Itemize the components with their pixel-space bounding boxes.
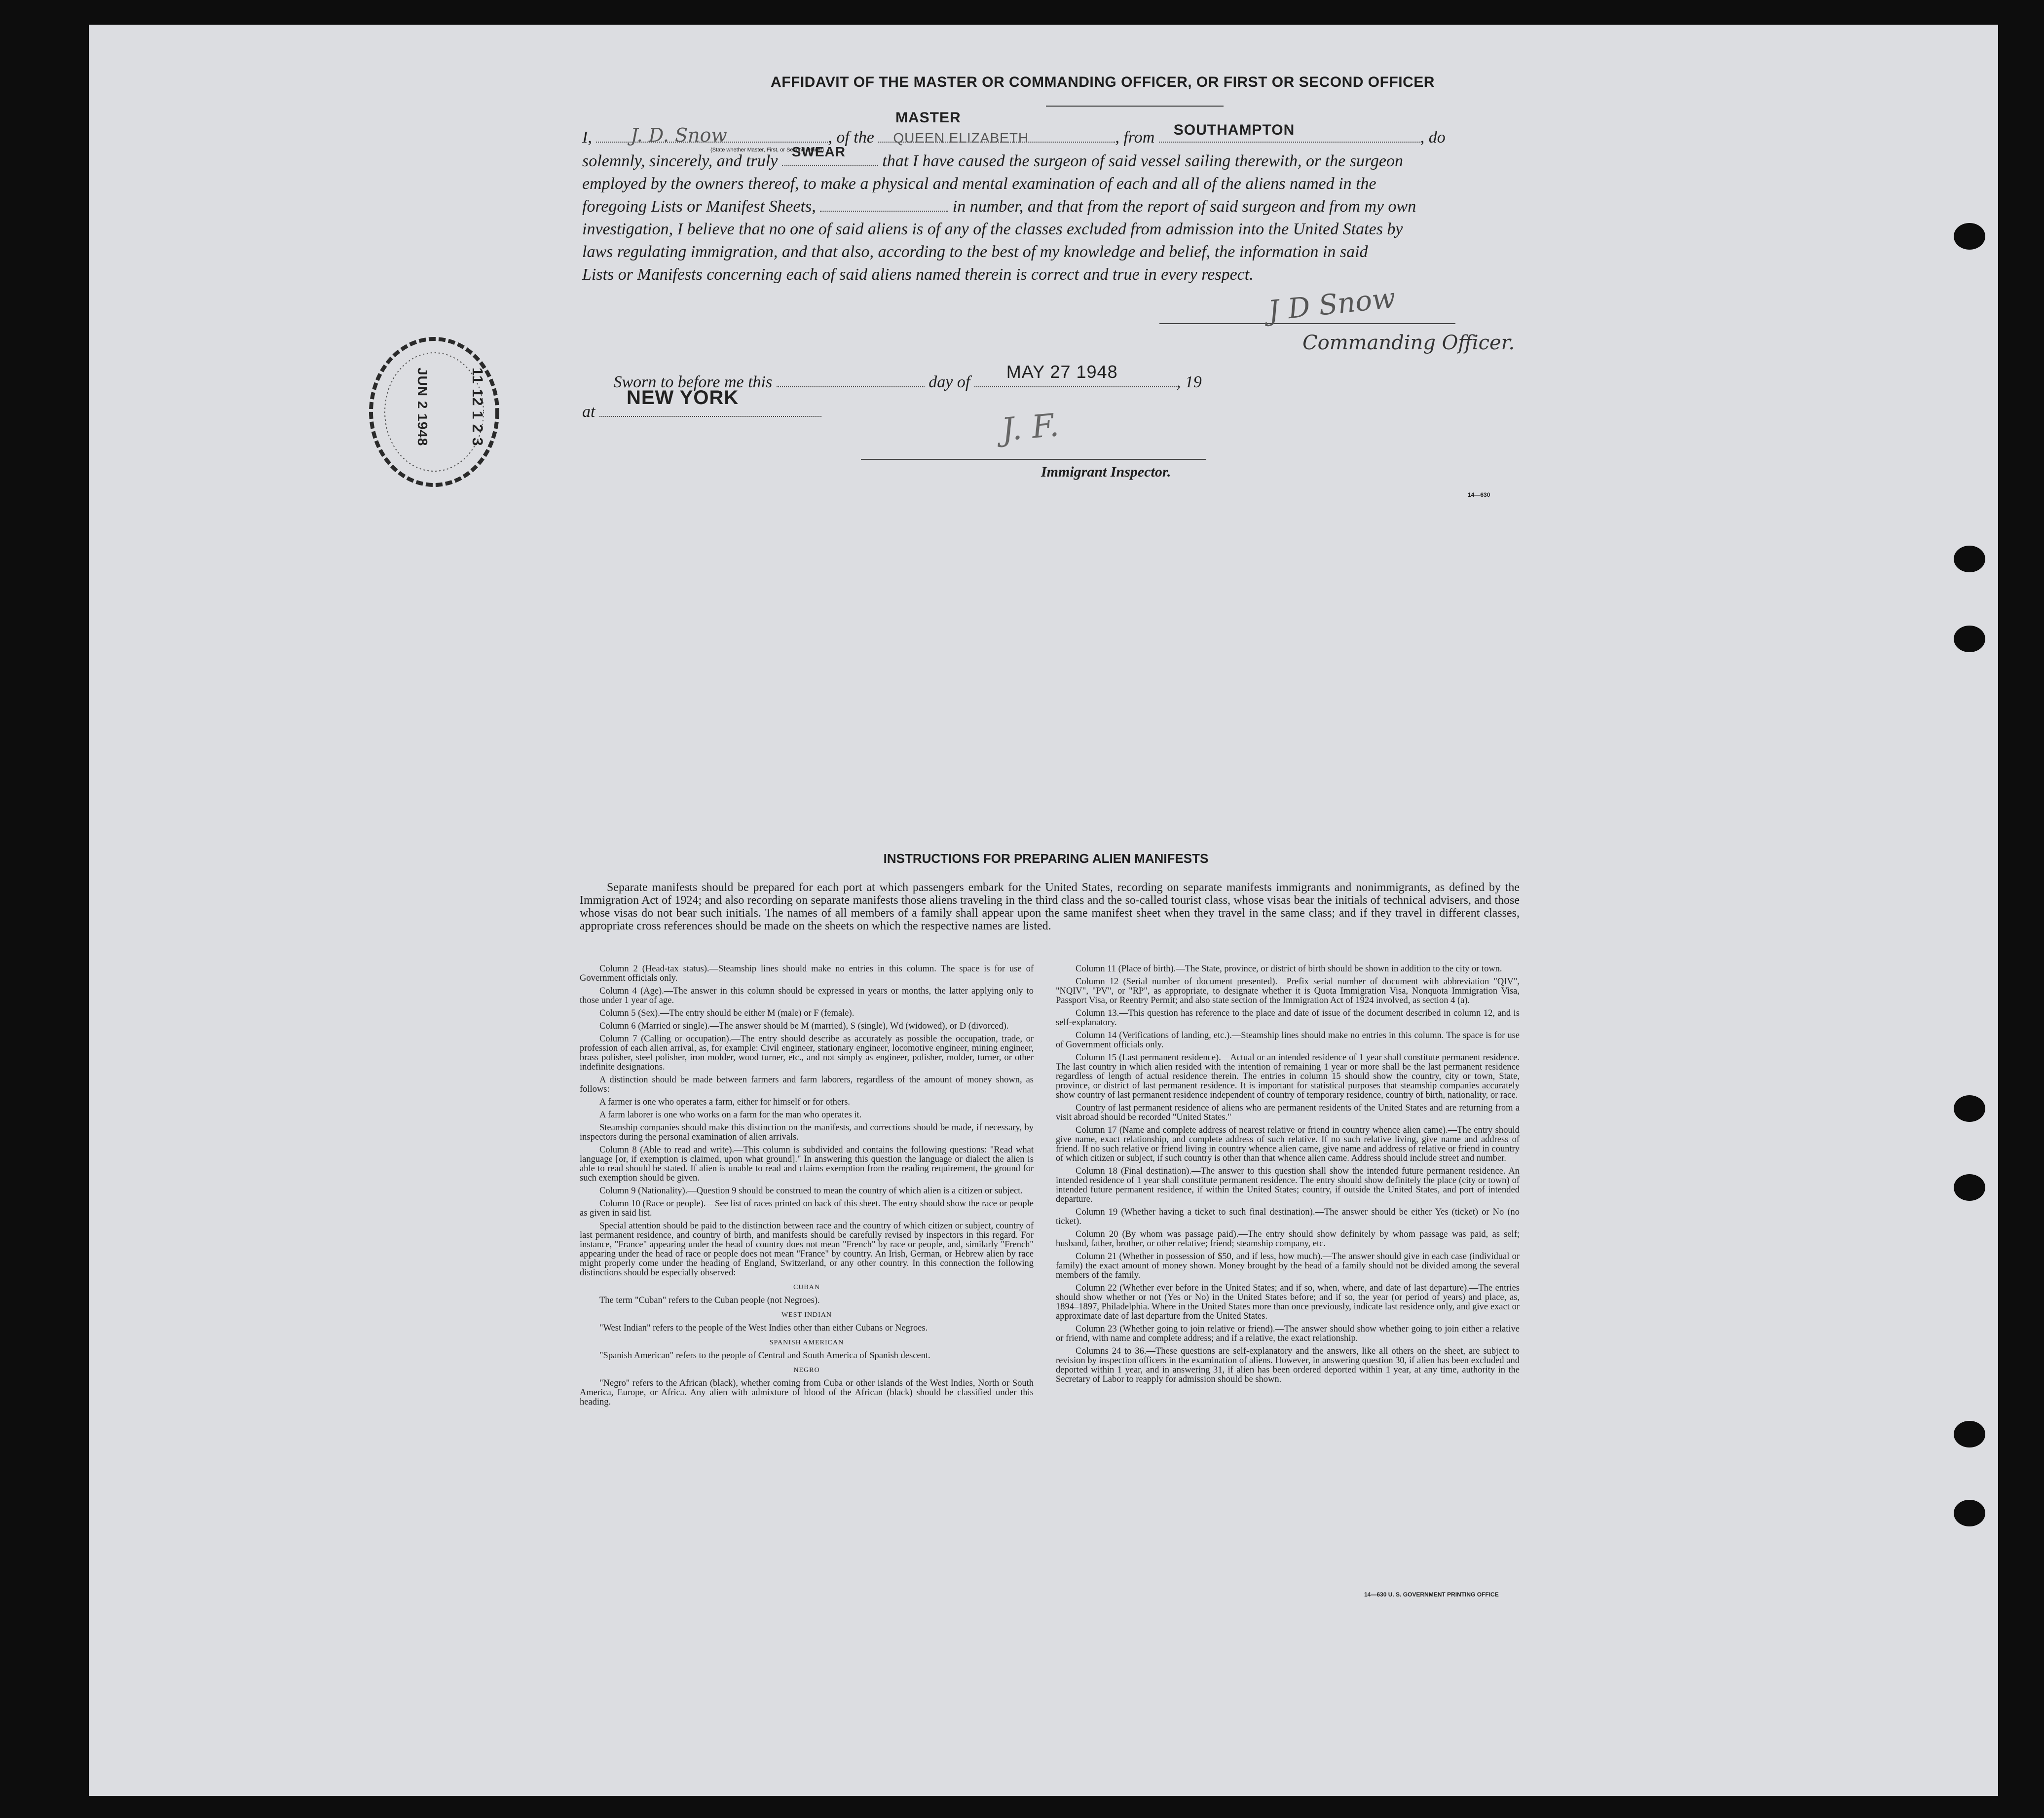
negro-definition: "Negro" refers to the African (black), whether coming from Cuba or other islands of the West Indies, North or South America, Europe, or Africa. Any alien with admixture of blood of the African (black) should be classified under this heading.	[580, 1378, 1034, 1407]
instruction-paragraph: Column 12 (Serial number of document presented).—Prefix serial number of document with abbreviation "QIV", "NQIV", "PV", or "RP", as appropriate, to designate whether it is Quota Immigration Visa, Nonquota Immigration Visa, Passport Visa, or Reentry Permit; and also state section of the Immigration Act of 1924 involved, as section 4 (a).	[1056, 977, 1520, 1005]
instruction-paragraph: Column 21 (Whether in possession of $50, and if less, how much).—The answer should give in each case (individual or family) the exact amount of money shown. Money brought by the head of a family should not be divided among the several members of the family.	[1056, 1252, 1520, 1280]
affidavit-line-5: investigation, I believe that no one of said aliens is of any of the classes excluded from admission into the United States by	[582, 220, 1403, 238]
punch-hole	[1954, 223, 1985, 250]
sworn-day-of: day of	[929, 373, 970, 391]
sworn-year: , 19	[1176, 373, 1202, 391]
affidavit-i: I,	[582, 128, 592, 147]
port-field	[1159, 122, 1420, 143]
instruction-paragraph: Columns 24 to 36.—These questions are self-explanatory and the answers, like all others on the sheet, are subject to revision by inspection officers in the examination of aliens. However, in answering question 30, if alien has been excluded and deported within 1 year, and in answering 31, if alien has been ordered deported within 1 year, at any time, authority in the Secretary of Labor to reapply for admission should be shown.	[1056, 1346, 1520, 1384]
instruction-paragraph: A distinction should be made between farmers and farm laborers, regardless of the amount of money shown, as follows:	[580, 1075, 1034, 1094]
instruction-paragraph: Column 18 (Final destination).—The answer to this question shall show the intended future permanent residence. An intended residence of 1 year shall constitute permanent residence. The entry should show definitely the place (city or town) of intended future permanent residence, if within the United States; country, if outside the United States, and port of intended departure.	[1056, 1166, 1520, 1204]
form-code: 14—630	[1468, 491, 1490, 498]
affidavit-title: AFFIDAVIT OF THE MASTER OR COMMANDING OFFICER, OR FIRST OR SECOND OFFICER	[771, 74, 1435, 90]
instruction-paragraph: Column 20 (By whom was passage paid).—The entry should show definitely by whom passage was paid, as self; husband, father, brother, or other relative; friend; steamship company, etc.	[1056, 1229, 1520, 1249]
spanish-american-heading: SPANISH AMERICAN	[769, 1339, 844, 1346]
sworn-at: at	[582, 403, 595, 421]
affidavit-line-2	[582, 144, 1520, 173]
affidavit-line-4	[582, 195, 1520, 218]
sworn-pre: Sworn to before me this	[613, 373, 773, 391]
instruction-paragraph: Column 2 (Head-tax status).—Steamship lines should make no entries in this column. The space is for use of Government officials only.	[580, 964, 1034, 983]
instruction-paragraph: Column 22 (Whether ever before in the United States; and if so, when, where, and date of last departure).—The entries should show whether or not (Yes or No) in the United States before; and if so, the year (or period of years) and place, as, 1894–1897, Philadelphia. Where in the United States more than once previously, indicate last residence only, and give exact or approximate date of last departure from the United States.	[1056, 1283, 1520, 1321]
instructions-intro: Separate manifests should be prepared for each port at which passengers embark for the United States, recording on separate manifests immigrants and nonimmigrants, as defined by the Immigration Act of 1924; and also recording on separate manifests those aliens traveling in the third class and the so-called tourist class, whose visas bear the initials of technical advisers, and those whose visas do not bear such initials. The names of all members of a family shall appear upon the same manifest sheet when they travel in the same class; and if they travel in different classes, appropriate cross references should be made on the sheets on which the respective names are listed.	[580, 881, 1520, 932]
affidavit-line-1	[582, 122, 1520, 149]
affidavit-line-6: laws regulating immigration, and that also, according to the best of my knowledge and belief, the information in said	[582, 243, 1368, 261]
punch-hole	[1954, 1500, 1985, 1526]
inspector-signature: J. F.	[1000, 407, 1061, 448]
instruction-paragraph: Country of last permanent residence of aliens who are permanent residents of the United States and are returning from a visit abroad should be recorded "United States."	[1056, 1103, 1520, 1122]
west-indian-heading: WEST INDIAN	[781, 1311, 832, 1319]
master-name: J. D. Snow	[631, 124, 727, 146]
cuban-heading: CUBAN	[793, 1284, 820, 1291]
negro-heading: NEGRO	[793, 1367, 820, 1374]
instructions-left-column	[580, 965, 1034, 1410]
instruction-paragraph: Column 5 (Sex).—The entry should be either M (male) or F (female).	[599, 1008, 855, 1018]
instruction-paragraph: Column 17 (Name and complete address of nearest relative or friend in country whence alien came).—The entry should give name, exact relationship, and complete address of such relative. If no such relative living, give name and address of friend. If no such relative or friend living in country whence alien came, give name and address of relative or friend in country of which citizen or subject, if such country is other than that whence alien came. Address should include street and number.	[1056, 1125, 1520, 1163]
instruction-paragraph: Column 13.—This question has reference to the place and date of issue of the document described in column 12, and is self-explanatory.	[1056, 1008, 1520, 1028]
instruction-paragraph: Column 8 (Able to read and write).—This column is subdivided and contains the following questions: "Read what language [or, if exemption is claimed, upon what ground]." In answering this question the language or dialect the alien is able to read should be stated. If alien is unable to read and claims exemption from the reading requirement, the ground for such exemption should be given.	[580, 1145, 1034, 1183]
rank-stamp: MASTER	[895, 110, 961, 126]
punch-hole	[1954, 1095, 1985, 1122]
from-text: , from	[1115, 128, 1155, 147]
rank-note: (State whether Master, First, or Second Officer)	[710, 147, 824, 153]
instructions-right-column	[1056, 965, 1520, 1388]
instruction-paragraph: Column 6 (Married or single).—The answer should be M (married), S (single), Wd (widowed), or D (divorced).	[599, 1021, 1009, 1031]
line-2-pre: solemnly, sincerely, and truly	[582, 152, 778, 170]
spanish-american-definition: "Spanish American" refers to the people of Central and South America of Spanish descent.	[599, 1351, 930, 1361]
instruction-paragraph: Column 23 (Whether going to join relative or friend).—The answer should show whether going to join either a relative or friend, with name and complete address; and if a relative, the exact relationship.	[1056, 1324, 1520, 1343]
instruction-paragraph: Column 10 (Race or people).—See list of races printed on back of this sheet. The entry should show the race or people as given in said list.	[580, 1199, 1034, 1218]
instruction-paragraph: Column 14 (Verifications of landing, etc.).—Steamship lines should make no entries in this column. The space is for use of Government officials only.	[1056, 1031, 1520, 1050]
ship-name: QUEEN ELIZABETH	[893, 130, 1029, 146]
instruction-paragraph: A farmer is one who operates a farm, either for himself or for others.	[599, 1097, 851, 1107]
title-rule	[1046, 106, 1224, 107]
affidavit-line-7: Lists or Manifests concerning each of said aliens named therein is correct and true in every respect.	[582, 265, 1254, 284]
line-2-post: that I have caused the surgeon of said vessel sailing therewith, or the surgeon	[882, 152, 1404, 170]
cuban-definition: The term "Cuban" refers to the Cuban people (not Negroes).	[599, 1296, 820, 1305]
instruction-paragraph: Column 7 (Calling or occupation).—The entry should describe as accurately as possible the occupation, trade, or profession of each alien arrival, as, for example: Civil engineer, stationary engineer, locomotive engineer, mining engineer, brass polisher, steel polisher, iron molder, wood turner, etc., and not simply as engineer, polisher, molder, turner, or other indefinite designations.	[580, 1034, 1034, 1072]
instruction-paragraph: Steamship companies should make this distinction on the manifests, and corrections should be made, if necessary, by inspectors during the personal examination of alien arrivals.	[580, 1123, 1034, 1142]
west-indian-definition: "West Indian" refers to the people of the West Indies other than either Cubans or Negroes.	[599, 1323, 928, 1333]
line-4-post: in number, and that from the report of said surgeon and from my own	[952, 197, 1416, 216]
swear-stamp: SWEAR	[791, 144, 846, 159]
instruction-paragraph: Column 11 (Place of birth).—The State, province, or district of birth should be shown in addition to the city or town.	[1076, 964, 1502, 974]
punch-hole	[1954, 546, 1985, 572]
instruction-paragraph: Special attention should be paid to the distinction between race and the country of which citizen or subject, country of last permanent residence, and country of birth, and manifests should be carefully revised by inspectors in this regard. For instance, "France" appearing under the head of country does not mean "French" by race or people, and, similarly "French" appearing under the head of race or people does not mean "France" by country. An Irish, German, or Hebrew alien by race might properly come under the heading of England, Switzerland, or any other country. In this connection the following distinctions should be especially observed:	[580, 1221, 1034, 1278]
instruction-paragraph: Column 9 (Nationality).—Question 9 should be construed to mean the country of which alien is a citizen or subject.	[599, 1186, 1023, 1196]
of-the-text: , of the	[828, 128, 874, 147]
postmark-date: JUN 2 1948	[415, 368, 430, 446]
inspector-signature-line	[861, 459, 1206, 460]
sworn-date: MAY 27 1948	[1006, 362, 1118, 382]
postmark-stamp	[365, 333, 503, 491]
punch-hole	[1954, 626, 1985, 652]
sheet-count-field	[820, 196, 948, 212]
sworn-place: NEW YORK	[626, 387, 739, 408]
punch-hole	[1954, 1174, 1985, 1201]
instructions-title: INSTRUCTIONS FOR PREPARING ALIEN MANIFESTS	[883, 851, 1209, 866]
port-name: SOUTHAMPTON	[1173, 122, 1295, 138]
sworn-day-field	[777, 371, 925, 387]
sworn-date-field	[974, 362, 1177, 387]
swear-field	[782, 144, 878, 166]
ship-name-field	[878, 127, 1115, 146]
instruction-paragraph: Column 4 (Age).—The answer in this column should be expressed in years or months, the latter applying only to those under 1 year of age.	[580, 986, 1034, 1005]
do-text: , do	[1420, 128, 1446, 147]
printing-office-footer: 14—630 U. S. GOVERNMENT PRINTING OFFICE	[1364, 1591, 1499, 1598]
sworn-place-field	[599, 387, 821, 417]
inspector-title: Immigrant Inspector.	[1041, 464, 1171, 480]
instruction-paragraph: Column 15 (Last permanent residence).—Actual or an intended residence of 1 year shall constitute permanent residence. The last country in which alien resided with the intention of remaining 1 year or more shall be the last permanent residence regardless of length of actual residence therein. The entries in column 15 should show the country, city or town, State, province, or district of last permanent residence. It is important for statistical purposes that steamship companies accurately show country of last permanent residence independent of country of temporary residence, country of birth, nationality, or race.	[1056, 1053, 1520, 1100]
line-4-pre: foregoing Lists or Manifest Sheets,	[582, 197, 816, 216]
officer-title: Commanding Officer.	[1302, 332, 1515, 354]
instruction-paragraph: Column 19 (Whether having a ticket to such final destination).—The answer should be either Yes (ticket) or No (no ticket).	[1056, 1207, 1520, 1226]
officer-signature: J D Snow	[1266, 282, 1397, 328]
punch-hole	[1954, 1421, 1985, 1447]
instruction-paragraph: A farm laborer is one who works on a farm for the man who operates it.	[599, 1110, 862, 1120]
affidavit-line-3: employed by the owners thereof, to make a physical and mental examination of each and all of the aliens named in the	[582, 175, 1376, 193]
postmark-digits: 11 12 1 2 3	[469, 368, 485, 446]
